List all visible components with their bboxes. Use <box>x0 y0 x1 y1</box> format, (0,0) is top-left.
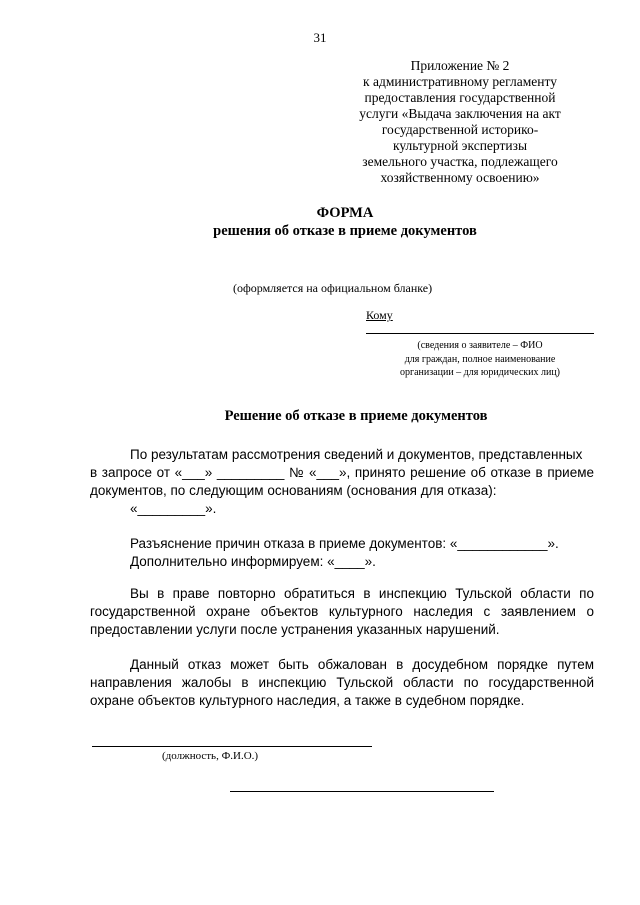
paragraph-line: охране объектов культурного наследия, а также в судебном порядке. <box>90 693 525 708</box>
official-blank-note: (оформляется на официальном бланке) <box>233 281 433 295</box>
appendix-line: государственной историко- <box>381 122 539 137</box>
appendix-line: культурной экспертизы <box>392 138 528 153</box>
paragraph-line: направления жалобы в инспекцию Тульской области по государственной <box>90 675 594 690</box>
paragraph-line: предоставлении услуги после устранения указанных нарушений. <box>90 622 500 637</box>
paragraph-line: «_________». <box>130 501 217 516</box>
addressee-label: Кому <box>366 308 393 322</box>
appendix-line: предоставления государственной <box>364 90 556 105</box>
form-title: ФОРМА <box>316 205 374 221</box>
appendix-line: услуги «Выдача заключения на акт <box>359 106 561 121</box>
addressee-info-line: для граждан, полное наименование <box>404 353 556 365</box>
decision-heading: Решение об отказе в приеме документов <box>224 408 488 424</box>
paragraph-line: в запросе от «___» _________ № «___», принято решение об отказе в приеме <box>90 465 594 480</box>
paragraph-line: По результатам рассмотрения сведений и документов, представленных <box>130 447 583 462</box>
signature-caption: (должность, Ф.И.О.) <box>162 750 259 762</box>
paragraph-line: Вы в праве повторно обратиться в инспекцию Тульской области по <box>130 586 594 601</box>
appendix-block <box>340 58 580 186</box>
paragraph-line: Данный отказ может быть обжалован в досудебном порядке путем <box>130 657 594 672</box>
paragraph-line: Дополнительно информируем: «____». <box>130 554 376 569</box>
appendix-line: Приложение № 2 <box>410 58 510 73</box>
form-subtitle: решения об отказе в приеме документов <box>213 223 477 239</box>
addressee-info-line: (сведения о заявителе – ФИО <box>417 340 543 351</box>
paragraph-line: государственной охране объектов культурного наследия с заявлением о <box>90 604 594 619</box>
page-number: 31 <box>313 30 327 45</box>
appendix-line: земельного участка, подлежащего <box>362 154 558 169</box>
signature-line <box>230 791 494 792</box>
appendix-line: хозяйственному освоению» <box>380 170 540 185</box>
paragraph-line: Разъяснение причин отказа в приеме документов: «____________». <box>130 536 559 551</box>
addressee-info <box>366 339 594 380</box>
position-signature-line <box>92 746 372 747</box>
paragraph-line: документов, по следующим основаниям (основания для отказа): <box>90 483 497 498</box>
appendix-line: к административному регламенту <box>363 74 557 89</box>
addressee-info-line: организации – для юридических лиц) <box>399 367 560 378</box>
addressee-underline <box>366 333 594 334</box>
